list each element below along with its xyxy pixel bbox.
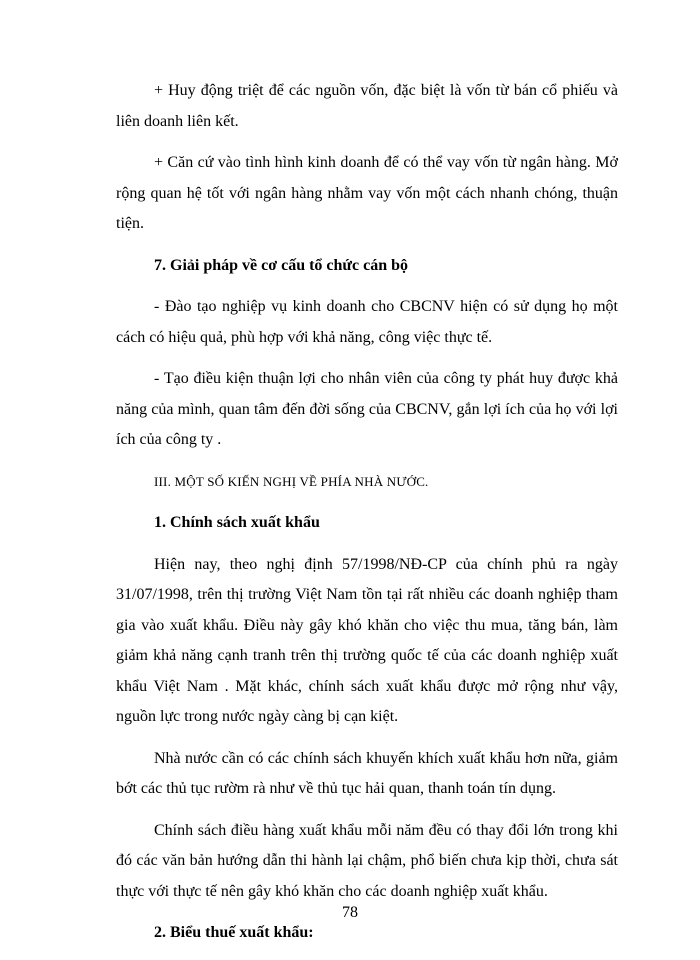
paragraph-bank-loans: + Căn cứ vào tình hình kinh doanh để có thể vay vốn từ ngân hàng. Mở rộng quan hệ tốt với ngân hàng nhằm vay vốn một cách nhanh chóng, thuận tiện. bbox=[116, 154, 618, 232]
heading-export-tariff: 2. Biểu thuế xuất khẩu: bbox=[154, 924, 314, 941]
document-page bbox=[116, 76, 618, 960]
heading-organization-solution: 7. Giải pháp về cơ cấu tổ chức cán bộ bbox=[154, 256, 409, 274]
paragraph-capital-mobilization: + Huy động triệt để các nguồn vốn, đặc biệt là vốn từ bán cổ phiếu và liên doanh liên kết. bbox=[116, 82, 618, 130]
paragraph-export-incentives: Nhà nước cần có các chính sách khuyến khích xuất khẩu hơn nữa, giảm bớt các thủ tục rườm rà như về thủ tục hải quan, thanh toán tín dụng. bbox=[116, 749, 618, 797]
section-heading-state-recommendations: III. MỘT SỐ KIẾN NGHỊ VỀ PHÍA NHÀ NƯỚC. bbox=[154, 473, 429, 489]
page-number: 78 bbox=[342, 904, 358, 921]
paragraph-staff-conditions: - Tạo điều kiện thuận lợi cho nhân viên của công ty phát huy được khả năng của mình, quan tâm đến đời sống của CBCNV, gắn lợi ích của họ với lợi ích của công ty . bbox=[116, 370, 618, 448]
heading-export-policy: 1. Chính sách xuất khẩu bbox=[154, 514, 320, 531]
paragraph-export-regulation: Chính sách điều hàng xuất khẩu mỗi năm đều có thay đổi lớn trong khi đó các văn bản hướng dẫn thi hành lại chậm, phổ biến chưa kịp thời, chưa sát thực với thực tế nên gây khó khăn cho các doanh nghiệp xuất khẩu. bbox=[116, 821, 618, 900]
paragraph-staff-training: - Đào tạo nghiệp vụ kinh doanh cho CBCNV hiện có sử dụng họ một cách có hiệu quả, phù hợp với khả năng, công việc thực tế. bbox=[116, 298, 618, 346]
paragraph-decree-57: Hiện nay, theo nghị định 57/1998/NĐ-CP của chính phủ ra ngày 31/07/1998, trên thị trường Việt Nam tồn tại rất nhiều các doanh nghiệp tham gia vào xuất khẩu. Điều này gây khó khăn cho việc thu mua, tăng bán, làm giảm khả năng cạnh tranh trên thị trường quốc tế của các doanh nghiệp xuất khẩu Việt Nam . Mặt khác, chính sách xuất khẩu được mở rộng như vậy, nguồn lực trong nước ngày càng bị cạn kiệt. bbox=[116, 555, 618, 725]
